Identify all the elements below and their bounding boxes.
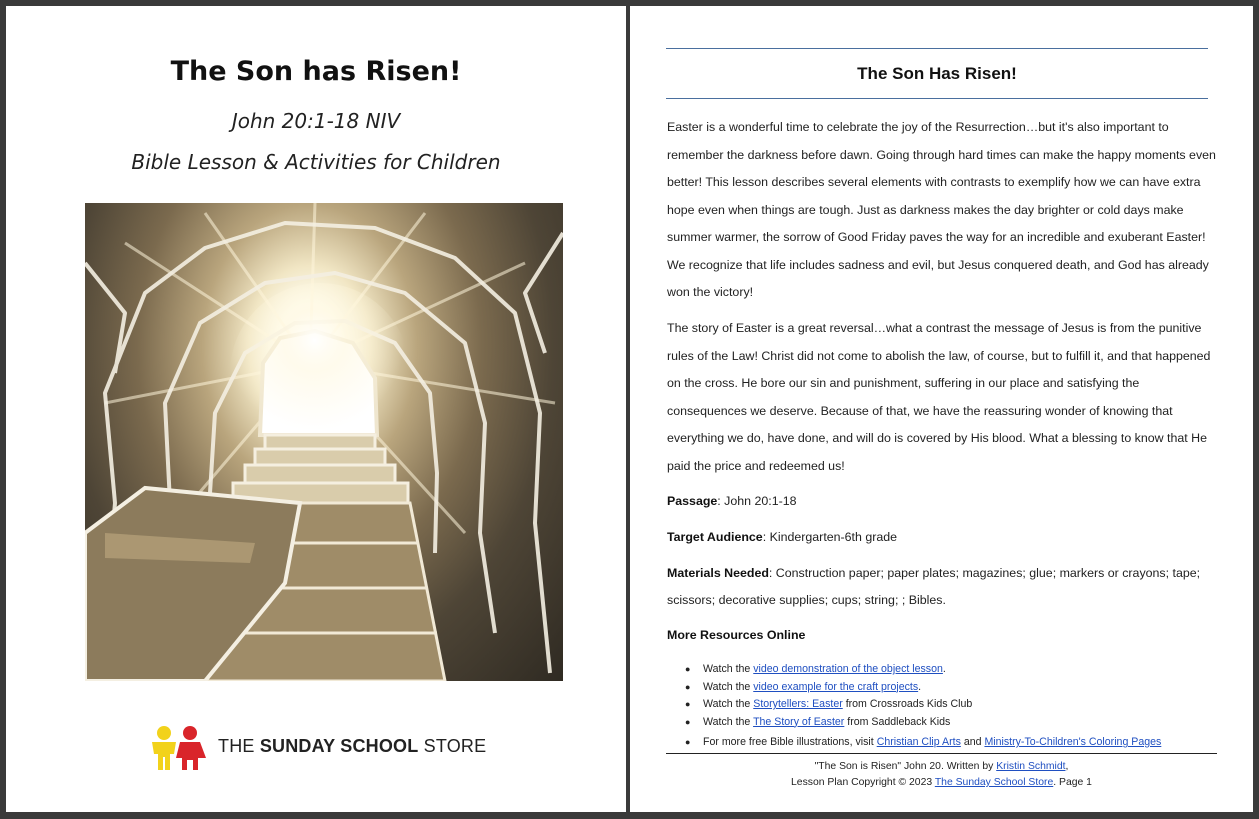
bullet-icon: ●	[685, 699, 691, 709]
materials-line	[667, 560, 1217, 614]
resource-text: Watch the	[703, 698, 754, 710]
title-rule-top	[666, 48, 1208, 49]
footer-text: "The Son is Risen" John 20. Written by	[814, 761, 997, 772]
christian-clip-arts-link[interactable]: Christian Clip Arts	[876, 736, 961, 748]
cover-title: The Son has Risen!	[170, 56, 462, 87]
resource-text: from Saddleback Kids	[844, 715, 951, 728]
kids-figures-icon	[148, 724, 208, 772]
resource-text: Watch the	[703, 663, 754, 675]
resource-text: and	[960, 736, 985, 748]
passage-value: : John 20:1-18	[717, 494, 797, 508]
list-item	[667, 661, 1227, 679]
resources-heading: More Resources Online	[667, 628, 806, 642]
cover-page	[6, 6, 626, 812]
footer-text: . Page 1	[1053, 777, 1092, 788]
lesson-title: The Son Has Risen!	[857, 64, 1017, 83]
bullet-icon: ●	[685, 664, 691, 674]
materials-label: Materials Needed	[667, 566, 769, 580]
resource-text: .	[942, 663, 946, 675]
logo-bold: SUNDAY SCHOOL	[259, 736, 419, 756]
list-item	[667, 714, 1227, 732]
passage-line	[667, 488, 1217, 515]
storytellers-easter-link[interactable]: Storytellers: Easter	[753, 698, 843, 710]
audience-label: Target Audience	[667, 530, 763, 544]
bullet-icon: ●	[685, 681, 691, 692]
bullet-icon: ●	[685, 716, 691, 727]
materials-value: : Construction paper; paper plates; magazines; glue; markers or crayons; tape; scissors; decorative supplies; cups; string; ; Bibles.	[667, 566, 1201, 607]
resources-list	[667, 661, 1227, 752]
empty-tomb-illustration	[85, 203, 563, 681]
resource-text: For more free Bible illustrations, visit	[703, 736, 877, 748]
footer-copyright	[666, 777, 1217, 788]
footer-credit	[666, 761, 1217, 772]
coloring-pages-link[interactable]: Ministry-To-Children's Coloring Pages	[984, 736, 1162, 748]
footer-text: ,	[1065, 761, 1069, 772]
empty-tomb-icon	[85, 203, 563, 681]
resource-text: Watch the	[703, 715, 754, 728]
object-lesson-video-link[interactable]: video demonstration of the object lesson	[753, 663, 943, 675]
resource-text: .	[918, 680, 922, 693]
list-item	[667, 696, 1227, 714]
lesson-page	[630, 6, 1253, 812]
list-item	[667, 734, 1227, 752]
title-rule-bottom	[666, 98, 1208, 99]
resource-text: Watch the	[703, 680, 754, 693]
logo-text	[218, 736, 486, 757]
list-item	[667, 679, 1227, 697]
craft-video-link[interactable]: video example for the craft projects	[753, 680, 919, 693]
footer-rule	[666, 753, 1217, 754]
intro-paragraph: Easter is a wonderful time to celebrate the joy of the Resurrection…but it's also important to remember the darkness before dawn. Going through hard times can make the happy moments even better! This lesson describes several elements with contrasts to exemplify how we can have extra hope even when things are tough. Just as darkness makes the day brighter or cold days make summer warmer, the sorrow of Good Friday paves the way for an incredible and exuberant Easter! We recognize that life includes sadness and evil, but Jesus conquered death, and God has already won the victory!	[667, 120, 1216, 299]
story-of-easter-link[interactable]: The Story of Easter	[753, 715, 845, 728]
cover-passage: John 20:1-18 NIV	[231, 109, 401, 133]
bullet-icon: ●	[685, 737, 691, 747]
footer-text: Lesson Plan Copyright © 2023	[791, 777, 935, 788]
cover-subtitle: Bible Lesson & Activities for Children	[131, 150, 501, 174]
resource-text: from Crossroads Kids Club	[842, 698, 973, 710]
audience-value: : Kindergarten-6th grade	[762, 530, 898, 544]
logo-prefix: THE	[218, 736, 260, 756]
story-paragraph: The story of Easter is a great reversal…what a contrast the message of Jesus is from the punitive rules of the Law! Christ did not come to abolish the law, of course, but to fulfill it, and that happened on the cross. He bore our sin and punishment, suffering in our place and satisfying the consequences we deserve. Because of that, we have the reassuring wonder of knowing that everything we do, have done, and will do is covered by His blood. What a blessing to know that He paid the price and redeemed us!	[667, 321, 1211, 473]
audience-line	[667, 524, 1217, 551]
author-link[interactable]: Kristin Schmidt	[996, 761, 1066, 772]
store-link[interactable]: The Sunday School Store	[934, 777, 1054, 788]
passage-label: Passage	[667, 494, 718, 508]
logo-suffix: STORE	[418, 736, 487, 756]
